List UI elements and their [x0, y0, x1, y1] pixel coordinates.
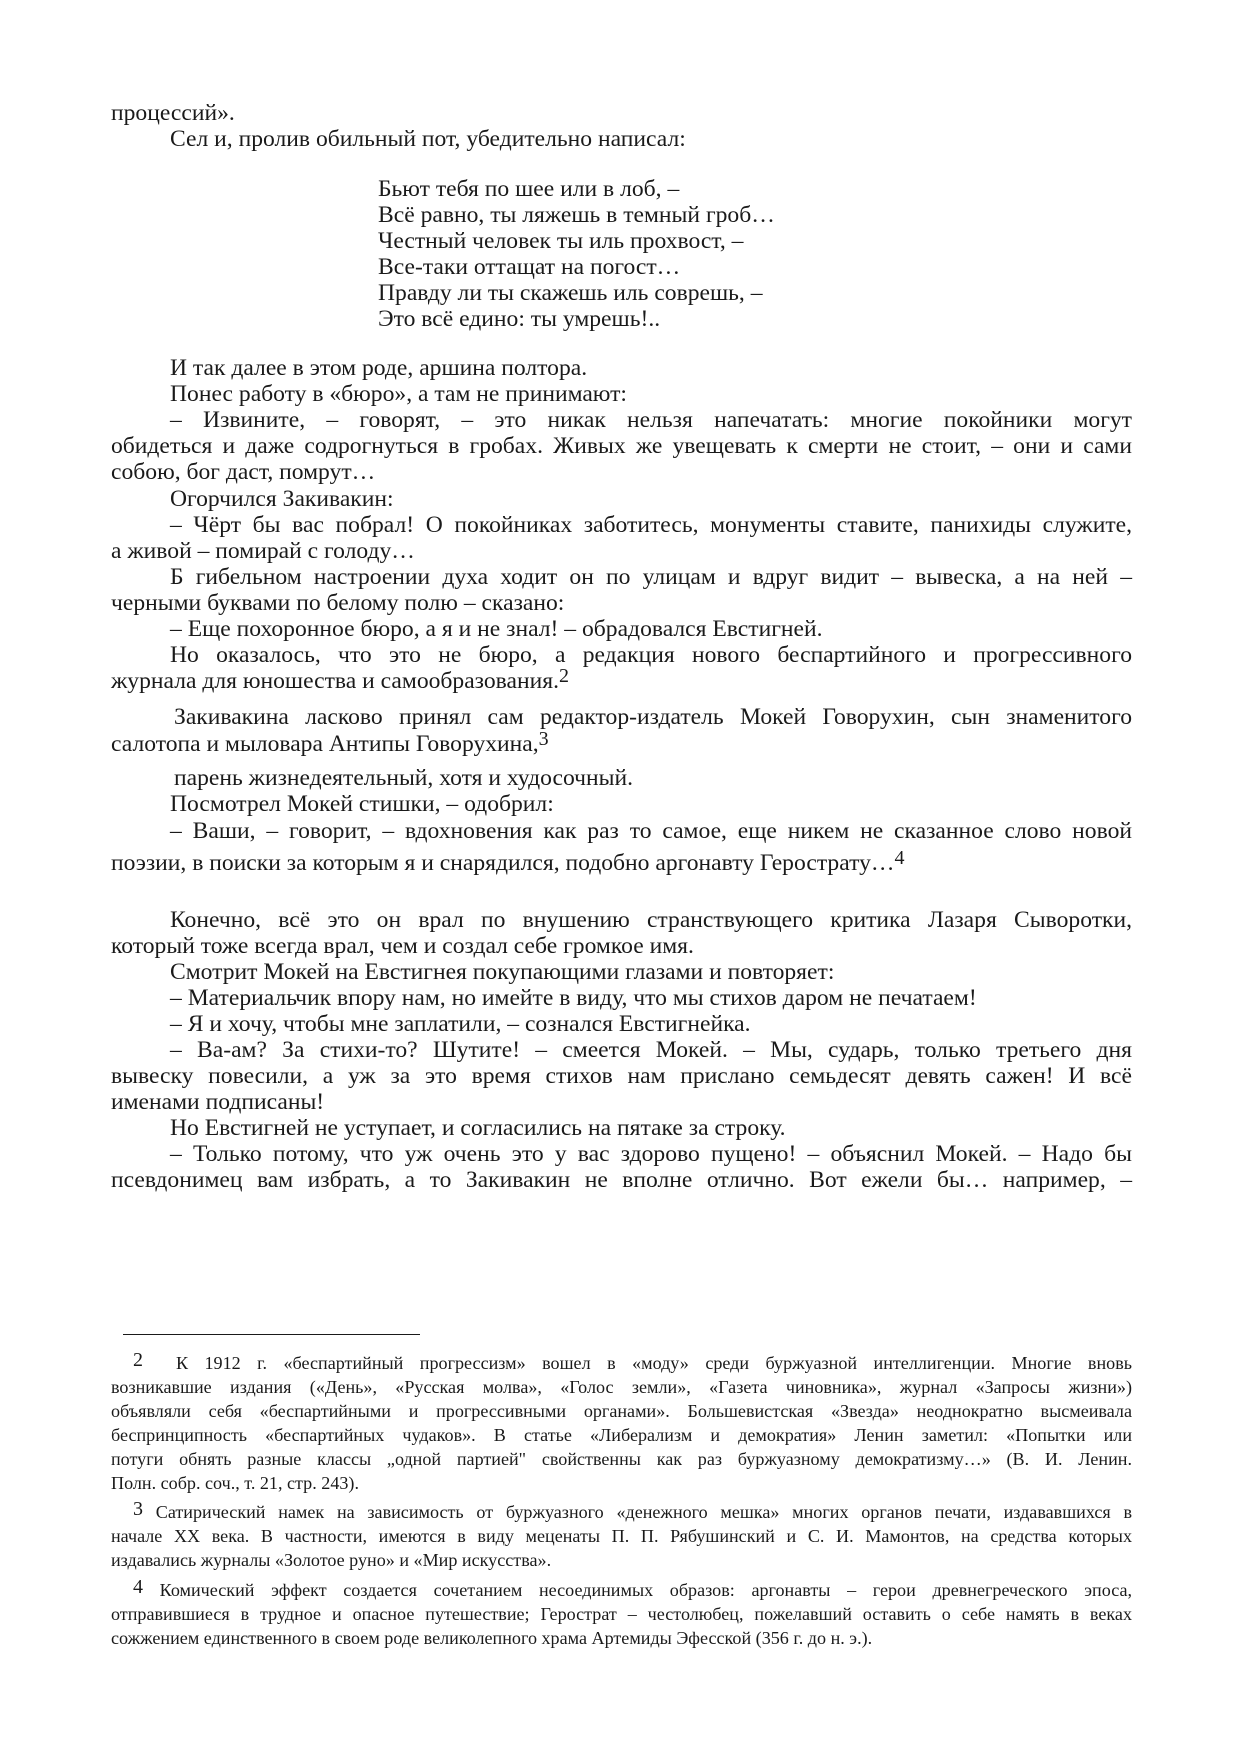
footnote-line: возникавшие издания («День», «Русская молва», «Голос земли», «Газета чиновника», журнал «Запросы жизни»)	[111, 1377, 1132, 1397]
text-run: поэзии, в поиски за которым я и снарядился, подобно аргонавту Герострату…	[111, 850, 895, 876]
text-line: а живой – помирай с голоду…	[111, 538, 415, 564]
text-run: журнала для юношества и самообразования.	[111, 668, 559, 694]
text-line: – Только потому, что уж очень это у вас здорово пущено! – объяснил Мокей. – Надо бы	[170, 1141, 1132, 1167]
text-line	[111, 728, 1132, 758]
verse-line: Все-таки оттащат на погост…	[378, 254, 681, 280]
text-run: салотопа и мыловара Антипы Говорухина,	[111, 731, 539, 757]
text-run: К 1912 г. «беспартийный прогрессизм» вошел в «моду» среди буржуазной интеллигенции. Многие вновь	[175, 1353, 1132, 1373]
footnote-ref-3[interactable]: 3	[538, 728, 549, 750]
text-line: – Ваши, – говорит, – вдохновения как раз то самое, еще никем не сказанное слово новой	[170, 818, 1132, 844]
verse-line: Бьют тебя по шее или в лоб, –	[378, 176, 680, 202]
text-line: Сел и, пролив обильный пот, убедительно написал:	[170, 126, 686, 152]
footnote-number: 3	[133, 1498, 143, 1520]
text-line: – Материальчик впору нам, но имейте в виду, что мы стихов даром не печатаем!	[170, 985, 977, 1011]
footnote-line: сожжением единственного в своем роде великолепного храма Артемиды Эфесской (356 г. до н. э.).	[111, 1628, 873, 1648]
footnote-separator	[123, 1334, 420, 1335]
text-run: Сатирический намек на зависимость от буржуазного «денежного мешка» многих органов печати, издававшихся в	[155, 1502, 1132, 1522]
text-line: Огорчился Закивакин:	[170, 486, 394, 512]
verse-line: Всё равно, ты ляжешь в темный гроб…	[378, 202, 775, 228]
text-line	[111, 847, 1132, 877]
text-line: Но Евстигней не уступает, и согласились на пятаке за строку.	[170, 1115, 786, 1141]
verse-line: Честный человек ты иль прохвост, –	[378, 228, 744, 254]
text-line: собою, бог даст, помрут…	[111, 459, 376, 485]
footnote-line: объявляли себя «беспартийными и прогрессивными органами». Большевистская «Звезда» неоднократно высмеивала	[111, 1401, 1132, 1421]
footnote-number: 2	[133, 1349, 143, 1371]
text-line: – Я и хочу, чтобы мне заплатили, – сознался Евстигнейка.	[170, 1011, 751, 1037]
footnote-line: издавались журналы «Золотое руно» и «Мир искусства».	[111, 1550, 552, 1570]
text-line: Посмотрел Мокей стишки, – одобрил:	[170, 791, 554, 817]
footnote-ref-4[interactable]: 4	[894, 847, 905, 869]
text-line: Но оказалось, что это не бюро, а редакция нового беспартийного и прогрессивного	[170, 642, 1132, 668]
text-line	[111, 665, 1132, 695]
text-line: именами подписаны!	[111, 1089, 325, 1115]
text-line: – Чёрт бы вас побрал! О покойниках заботитесь, монументы ставите, панихиды служите,	[170, 512, 1132, 538]
text-line: Смотрит Мокей на Евстигнея покупающими глазами и повторяет:	[170, 959, 835, 985]
footnote-ref-2[interactable]: 2	[558, 665, 569, 687]
text-line: обидеться и даже содрогнуться в гробах. Живых же увещевать к смерти не стоит, – они и сами	[111, 433, 1132, 459]
text-line: псевдонимец вам избрать, а то Закивакин не вполне отлично. Вот ежели бы… например, –	[111, 1167, 1132, 1193]
footnote-line	[133, 1578, 1132, 1602]
footnote-line: Полн. собр. соч., т. 21, стр. 243).	[111, 1473, 359, 1493]
text-line: парень жизнедеятельный, хотя и худосочный.	[174, 765, 634, 791]
text-line: Понес работу в «бюро», а там не принимают:	[170, 381, 627, 407]
text-line: вывеску повесили, а уж за это время стихов нам прислано семьдесят девять сажен! И всё	[111, 1063, 1132, 1089]
text-line: черными буквами по белому полю – сказано:	[111, 590, 565, 616]
text-run: Комический эффект создается сочетанием несоединимых образов: аргонавты – герои древнегреческого эпоса,	[159, 1580, 1132, 1600]
verse-line: Правду ли ты скажешь иль соврешь, –	[378, 280, 763, 306]
footnote-number: 4	[133, 1576, 143, 1598]
text-line: – Ва-ам? За стихи-то? Шутите! – смеется Мокей. – Мы, сударь, только третьего дня	[170, 1037, 1132, 1063]
text-line: Б гибельном настроении духа ходит он по улицам и вдруг видит – вывеска, а на ней –	[170, 564, 1132, 590]
footnote-line	[133, 1500, 1132, 1524]
text-line: – Извините, – говорят, – это никак нельзя напечатать: многие покойники могут	[170, 407, 1132, 433]
footnote-line: потуги обнять разные классы „одной партией" свойственны как раз буржуазному демократизму…» (В. И. Ленин.	[111, 1449, 1132, 1469]
footnote-line: беспринципность «беспартийных чудаков». В статье «Либерализм и демократия» Ленин заметил: «Попытки или	[111, 1425, 1132, 1445]
footnote-line: отправившиеся в трудное и опасное путешествие; Герострат – честолюбец, пожелавший оставить о себе намять в веках	[111, 1604, 1132, 1624]
text-line: И так далее в этом роде, аршина полтора.	[170, 355, 588, 381]
text-line: – Еще похоронное бюро, а я и не знал! – обрадовался Евстигней.	[170, 616, 823, 642]
text-line: который тоже всегда врал, чем и создал себе громкое имя.	[111, 933, 694, 959]
text-line: Конечно, всё это он врал по внушению странствующего критика Лазаря Сыворотки,	[170, 907, 1132, 933]
text-line: процессий».	[111, 100, 235, 126]
footnote-line	[133, 1351, 1132, 1375]
verse-line: Это всё едино: ты умрешь!..	[378, 306, 661, 332]
footnote-line: начале XX века. В частности, имеются в виду меценаты П. П. Рябушинский и С. И. Мамонтов, на средства которых	[111, 1526, 1132, 1546]
text-line: Закивакина ласково принял сам редактор-издатель Мокей Говорухин, сын знаменитого	[174, 704, 1132, 730]
